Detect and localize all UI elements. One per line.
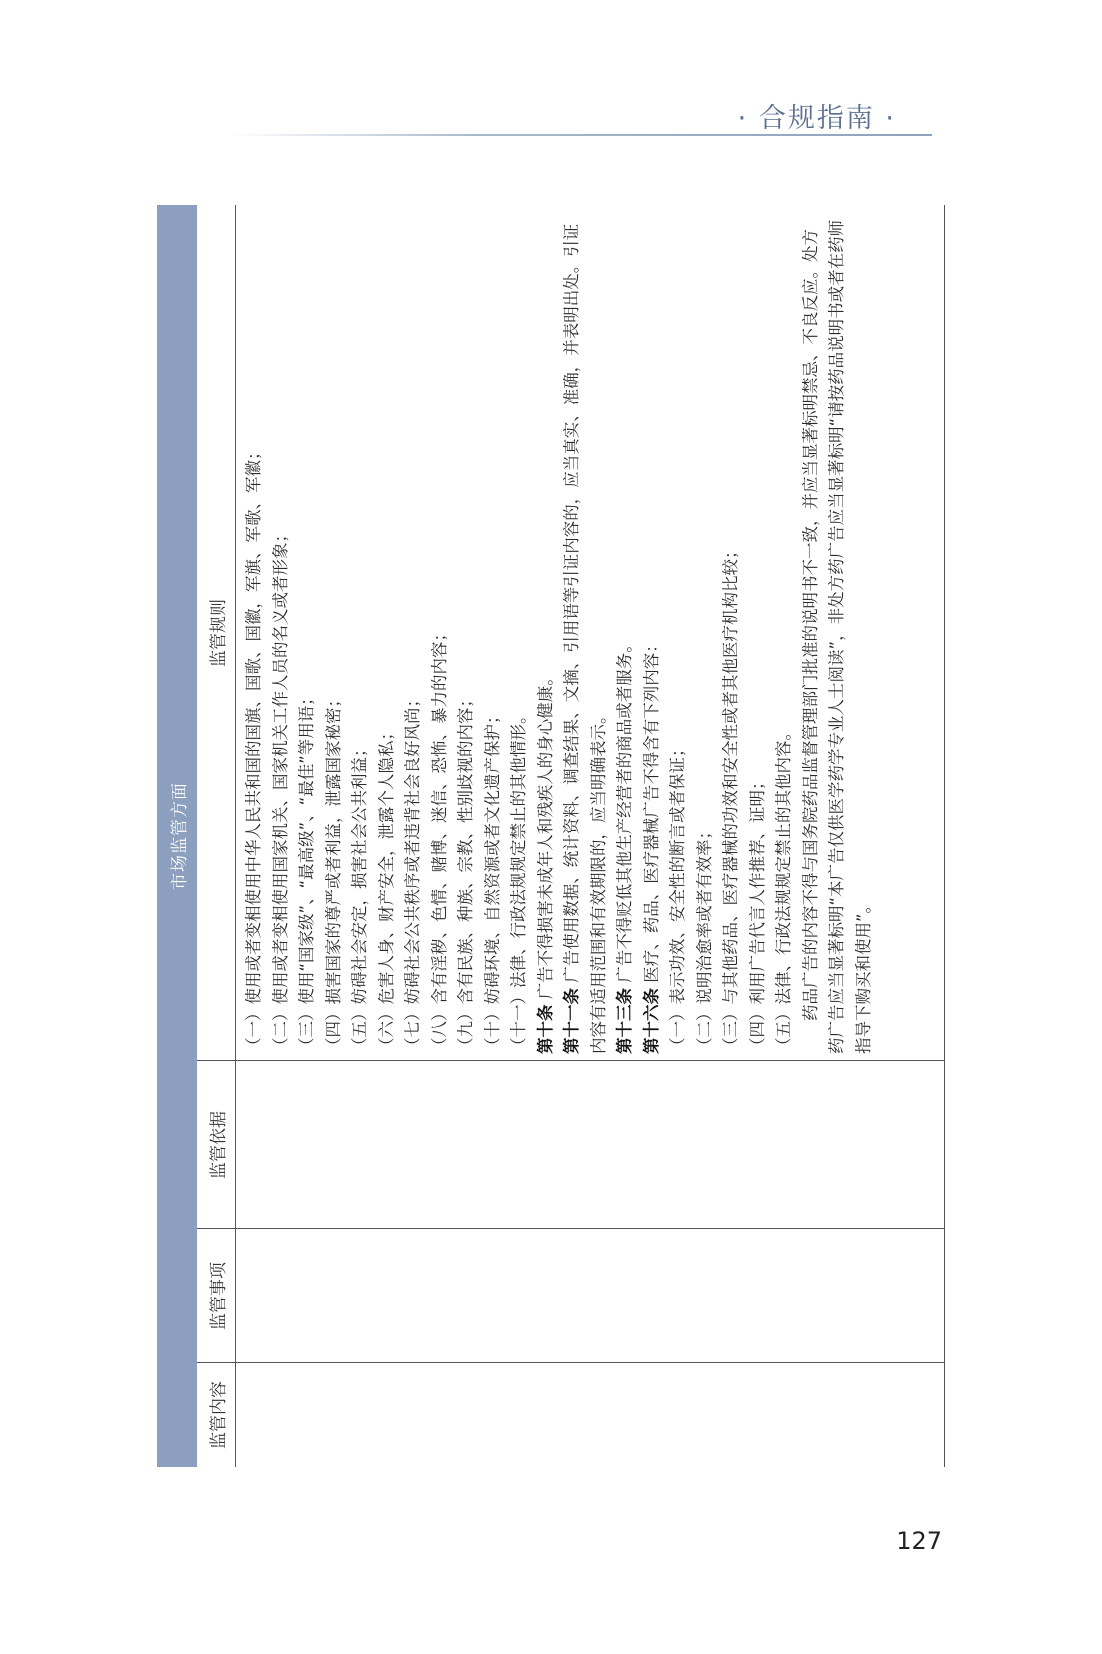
rule-text: （二）说明治愈率或者有效率； [694,823,714,1054]
column-header-item: 监管事项 [208,1262,229,1330]
rule-text: 广告不得贬低其他生产经营者的商品或者服务。 [615,636,634,983]
regulation-table [157,205,945,1467]
rule-item [268,214,295,1054]
column-header-rules: 监管规则 [208,599,229,667]
rule-item [506,214,533,1054]
rule-item [639,214,666,1054]
header-title: · 合规指南 · [737,103,896,134]
column-header-row [197,205,235,1467]
column-header-basis: 监管依据 [208,1111,229,1179]
rule-text: （八）含有淫秽、色情、赌博、迷信、恐怖、暴力的内容； [429,625,449,1054]
rules-cell [241,214,877,1054]
table-rule [944,205,945,1467]
rule-text: （四）利用广告代言人作推荐、证明； [747,773,767,1054]
article-number: 第十条 [535,1004,555,1054]
rule-item [798,214,878,1054]
rule-text: （一）使用或者变相使用中华人民共和国的国旗、国歌、国徽，军旗、军歌、军徽； [244,443,263,1054]
rule-item [718,214,745,1054]
page-number: 127 [896,1527,942,1555]
table-rule [197,1228,945,1229]
rule-item [427,214,454,1054]
article-number: 第十六条 [641,988,661,1054]
table-rule [235,205,236,1467]
rule-item [771,214,798,1054]
rule-item [374,214,401,1054]
table-rule [197,1362,945,1363]
rule-text: （五）法律、行政法规规定禁止的其他内容。 [774,724,793,1054]
rule-item [347,214,374,1054]
rule-text: 广告使用数据、统计资料、调查结果、文摘、引用语等引证内容的，应当真实、准确，并表明出处。引证内容有适用范围和有效期限的，应当明确表示。 [562,223,608,1054]
rule-text: （三）与其他药品、医疗器械的功效和安全性或者其他医疗机构比较； [721,542,740,1054]
rule-text: （十一）法律、行政法规规定禁止的其他情形。 [509,707,528,1054]
rule-item [294,214,321,1054]
rule-text: 广告不得损害未成年人和残疾人的身心健康。 [535,669,555,1000]
rule-text: （五）妨碍社会安定，损害社会公共利益； [350,740,369,1054]
rule-text: （一）表示功效、安全性的断言或者保证； [668,740,687,1054]
rule-item [692,214,719,1054]
rule-item [400,214,427,1054]
article-number: 第十一条 [562,988,581,1054]
rule-text: （十）妨碍环境、自然资源或者文化遗产保护； [482,707,502,1054]
rule-item [480,214,507,1054]
rule-text: 药品广告的内容不得与国务院药品监督管理部门批准的说明书不一致，并应当显著标明禁忌、不良反应。处方药广告应当显著标明“本广告仅供医学药学专业人士阅读”，非处方药广告应当显著标明“请按药品说明书或者在药师指导下购买和使用”。 [800,219,873,1054]
rule-text: 医疗、药品、医疗器械广告不得含有下列内容： [641,636,661,983]
rule-item [453,214,480,1054]
rule-text: （九）含有民族、种族、宗教、性别歧视的内容； [456,691,475,1054]
article-number: 第十三条 [615,988,634,1054]
rule-item [665,214,692,1054]
table-band-title: 市场监管方面 [157,205,197,1467]
rule-item [745,214,772,1054]
header-divider [230,134,932,136]
rule-text: （二）使用或者变相使用国家机关、国家机关工作人员的名义或者形象； [270,526,290,1054]
rule-text: （六）危害人身、财产安全，泄露个人隐私； [376,724,396,1054]
rule-text: （三）使用“国家级”、“最高级”、“最佳”等用语； [297,689,316,1054]
rule-text: （四）损害国家的尊严或者利益，泄露国家秘密； [323,691,343,1054]
column-header-content: 监管内容 [208,1381,229,1449]
rule-item [612,214,639,1054]
rule-item [241,214,268,1054]
rule-text: （七）妨碍社会公共秩序或者违背社会良好风尚； [403,691,422,1054]
rule-item [321,214,348,1054]
table-rule [197,1060,945,1061]
rule-item [559,214,612,1054]
rule-item [533,214,560,1054]
